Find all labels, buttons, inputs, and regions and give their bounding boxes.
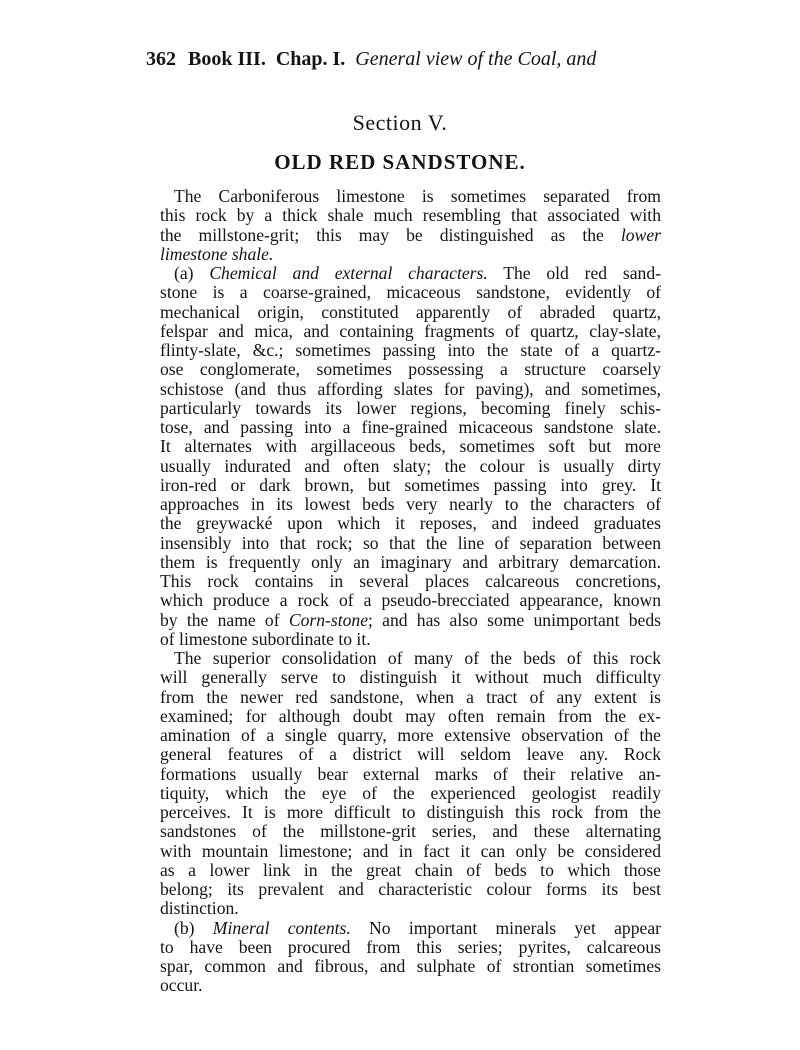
text-segment: usually indurated and often slaty; the colour is usually dirty bbox=[160, 456, 661, 476]
text-line bbox=[160, 206, 661, 225]
text-segment: stone is a coarse-grained, micaceous sandstone, evidently of bbox=[160, 283, 661, 303]
italic-text: Mineral contents. bbox=[212, 918, 351, 938]
text-segment: particularly towards its lower regions, becoming finely schis- bbox=[160, 398, 661, 418]
text-segment: examined; for although doubt may often remain from the ex- bbox=[160, 706, 661, 726]
text-segment: belong; its prevalent and characteristic colour forms its best bbox=[160, 880, 661, 899]
text-line bbox=[160, 630, 661, 649]
text-segment: spar, common and fibrous, and sulphate of strontian sometimes bbox=[160, 957, 661, 976]
page-number: 362 bbox=[146, 48, 176, 70]
running-head bbox=[146, 48, 646, 71]
text-line bbox=[160, 668, 661, 687]
text-segment: the millstone-grit; this may be distinguished as the bbox=[160, 225, 621, 245]
text-line bbox=[160, 495, 661, 514]
text-line bbox=[160, 745, 661, 764]
text-segment: from the newer red sandstone, when a tract of any extent is bbox=[160, 687, 661, 707]
text-segment: with mountain limestone; and in fact it can only be considered bbox=[160, 841, 661, 861]
text-segment: by the name of bbox=[160, 610, 289, 630]
running-title: General view of the Coal, and bbox=[355, 48, 597, 70]
italic-text: Chemical and external characters. bbox=[209, 264, 488, 283]
text-segment: tiquity, which the eye of the experienced geologist readily bbox=[160, 783, 661, 803]
italic-text: Corn-stone bbox=[288, 610, 369, 630]
text-line bbox=[160, 842, 661, 861]
text-segment: It alternates with argillaceous beds, sometimes soft but more bbox=[160, 437, 661, 457]
text-line bbox=[160, 283, 661, 302]
text-segment: flinty-slate, &c.; sometimes passing into the state of a quartz- bbox=[160, 341, 661, 360]
text-segment: This rock contains in several places calcareous concretions, bbox=[160, 572, 661, 591]
text-segment: the greywacké upon which it reposes, and indeed graduates bbox=[160, 514, 661, 534]
text-line bbox=[160, 765, 661, 784]
text-line bbox=[160, 341, 661, 360]
text-line bbox=[160, 707, 661, 726]
chapter-label: Chap. I. bbox=[275, 48, 346, 70]
text-line bbox=[160, 418, 661, 437]
text-line bbox=[160, 572, 661, 591]
text-segment: to have been procured from this series; pyrites, calcareous bbox=[160, 937, 661, 957]
text-segment: will generally serve to distinguish it without much difficulty bbox=[160, 668, 661, 688]
text-segment: formations usually bear external marks of their relative an- bbox=[160, 764, 661, 784]
body-text bbox=[160, 187, 661, 996]
text-line bbox=[160, 514, 661, 533]
text-line bbox=[160, 688, 661, 707]
chapter-title: OLD RED SANDSTONE. bbox=[274, 150, 526, 174]
text-line bbox=[160, 399, 661, 418]
text-segment: approaches in its lowest beds very nearly to the characters of bbox=[160, 495, 661, 514]
italic-text: limestone shale. bbox=[160, 244, 274, 264]
text-segment: mechanical origin, constituted apparently of abraded quartz, bbox=[160, 302, 661, 322]
text-segment: of limestone subordinate to it. bbox=[160, 629, 371, 649]
text-segment: The Carboniferous limestone is sometimes separated from bbox=[174, 187, 661, 206]
text-segment: (b) bbox=[174, 918, 213, 938]
text-line bbox=[160, 264, 661, 283]
text-segment: this rock by a thick shale much resembling that associated with bbox=[160, 206, 661, 226]
section-heading: Section V. bbox=[352, 110, 448, 135]
text-segment: schistose (and thus affording slates for paving), and sometimes, bbox=[160, 379, 661, 399]
text-line bbox=[160, 822, 661, 841]
text-line bbox=[160, 360, 661, 379]
text-line bbox=[160, 976, 661, 995]
text-line bbox=[160, 437, 661, 456]
text-line bbox=[160, 322, 661, 341]
text-segment: insensibly into that rock; so that the line of separation between bbox=[160, 533, 661, 553]
text-segment: ; and has also some unimportant beds bbox=[368, 610, 661, 630]
text-line bbox=[160, 938, 661, 957]
text-line bbox=[160, 649, 661, 668]
text-line bbox=[160, 476, 661, 495]
text-line bbox=[160, 784, 661, 803]
text-line bbox=[160, 919, 661, 938]
text-line bbox=[160, 245, 661, 264]
text-segment: them is frequently only an imaginary and arbitrary demarcation. bbox=[160, 552, 661, 572]
text-line bbox=[160, 880, 661, 899]
text-line bbox=[160, 303, 661, 322]
text-segment: iron-red or dark brown, but sometimes passing into grey. It bbox=[160, 475, 661, 495]
text-segment: occur. bbox=[160, 976, 203, 996]
text-segment: which produce a rock of a pseudo-brecciated appearance, known bbox=[160, 591, 661, 611]
text-segment: general features of a district will seldom leave any. Rock bbox=[160, 745, 661, 765]
text-line bbox=[160, 803, 661, 822]
text-segment: perceives. It is more difficult to distinguish this rock from the bbox=[160, 803, 661, 822]
text-line bbox=[160, 187, 661, 206]
text-line bbox=[160, 534, 661, 553]
text-segment: tose, and passing into a fine-grained micaceous sandstone slate. bbox=[160, 418, 661, 437]
text-segment: as a lower link in the great chain of beds to which those bbox=[160, 860, 661, 880]
text-segment: The old red sand- bbox=[487, 264, 661, 283]
text-line bbox=[160, 591, 661, 610]
italic-text: lower bbox=[620, 225, 661, 245]
text-segment: (a) bbox=[174, 264, 210, 283]
text-segment: distinction. bbox=[160, 899, 239, 919]
text-segment: felspar and mica, and containing fragments of quartz, clay-slate, bbox=[160, 321, 661, 341]
text-line bbox=[160, 380, 661, 399]
book-label: Book III. bbox=[188, 48, 266, 70]
text-line bbox=[160, 861, 661, 880]
text-line bbox=[160, 726, 661, 745]
text-segment: ose conglomerate, sometimes possessing a structure coarsely bbox=[160, 360, 661, 380]
text-segment: sandstones of the millstone-grit series, and these alternating bbox=[160, 822, 661, 842]
text-line bbox=[160, 457, 661, 476]
text-segment: The superior consolidation of many of the beds of this rock bbox=[174, 649, 661, 668]
text-segment: amination of a single quarry, more extensive observation of the bbox=[160, 726, 661, 745]
text-line bbox=[160, 553, 661, 572]
text-line bbox=[160, 957, 661, 976]
text-line bbox=[160, 611, 661, 630]
text-segment: No important minerals yet appear bbox=[350, 918, 661, 938]
text-line bbox=[160, 899, 661, 918]
text-line bbox=[160, 226, 661, 245]
